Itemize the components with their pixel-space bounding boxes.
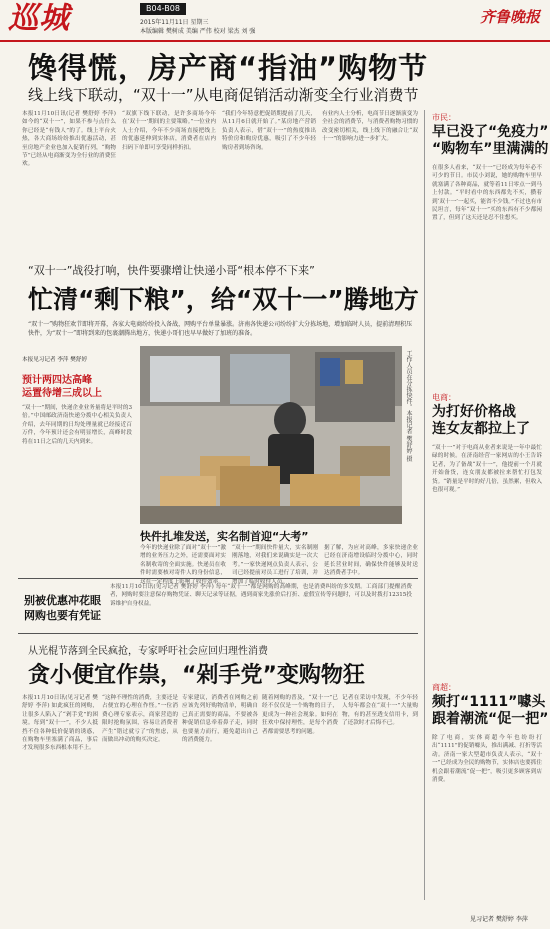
sidebar-divider bbox=[424, 110, 425, 900]
intro-column-3: “我们今年特意把促销期提前了几天，从11月6日就开始了。”某房地产营销负责人表示，借“双十一”的热度推出特价房和购房优惠，吸引了不少年轻购房者到场咨询。 bbox=[222, 111, 316, 151]
photo-vertical-caption: 工作人员在分拣快件。本报记者 樊舒婷 摄 bbox=[405, 350, 412, 462]
top-rule bbox=[0, 40, 550, 42]
warehouse-photo bbox=[140, 346, 402, 524]
sidebar-title-citizens: 早已没了“免疫力” “购物车”里满满的 bbox=[432, 124, 549, 157]
sidebar-label-citizens: 市民： bbox=[432, 113, 456, 122]
photo-caption: 快件扎堆发送，实名制首迎“大考” bbox=[140, 530, 309, 543]
issue-date: 2015年11月11日 星期三 bbox=[140, 19, 209, 26]
warehouse-photo-illustration bbox=[140, 346, 402, 524]
intro-column-1: 本报11月10日讯(记者 樊舒婷 李萍) 如今的“双十一”，如果不参与点什么你已经是“有钱人”的了。线上平台火热，各大商场纷纷推出优惠活动，甚至房地产企业也加入促销行列，“购物节”已经从电商渐变为全行业的消费狂欢。 bbox=[22, 111, 116, 168]
sidebar-title-ecommerce: 为打好价格战 连女友都拉上了 bbox=[432, 404, 530, 437]
consumer-tip-box bbox=[18, 578, 418, 634]
issue-editors: 本版编辑 樊树成 美编 严伟 校对 梁杰 刘 强 bbox=[140, 28, 256, 35]
sidebar-label-supermarkets: 商超： bbox=[432, 683, 456, 692]
main-headline: 馋得慌，房产商“指油”购物节 bbox=[28, 51, 429, 85]
column-b: 今年的快递业除了面对“双十一”激增的业务压力之外，还需要面对实名制收寄的全面实施。快递员在收件时需要核对寄件人的身份信息，这在一定程度上影响了收件效率。 bbox=[140, 545, 226, 585]
sidebar-text-citizens: 在很多人看来，“双十一”已经成为每年必不可少的节日。市民小刘说，她的购物车里早就塞满了各种商品，就等着11日零点一到马上付款。“平时看中的东西都先不买，攒着到‘双十一’一起买，能省不少钱。”不过也有市民坦言，每年“双十一”买的东西有不少都闲置了，但到了这天还是忍不住想买。 bbox=[432, 165, 542, 222]
intro-column-2: “双旗下线下联动，是许多商场今年在‘双十一’期间的主要策略。”一位业内人士介绍，今年不少商场直接把线上的优惠延伸到实体店，消费者在店内扫码下单即可享受同样折扣。 bbox=[122, 111, 216, 151]
lower-column-4: 随着网购的普及，“双十一”已经不仅仅是一个购物的日子，更成为一种社会现象。如何在狂欢中保持理性，是每个消费者都需要思考的问题。 bbox=[262, 695, 338, 735]
sidebar-title-supermarkets: 频打“1111”噱头 跟着潮流“促一把” bbox=[432, 694, 549, 727]
main-subhead: 线上线下联动，“双十一”从电商促销活动渐变全行业消费节 bbox=[28, 86, 419, 104]
red-subtitle: 预计两四达高峰 运置待增三成以上 bbox=[22, 375, 102, 399]
sidebar-text-ecommerce: “双十一”对于电商从业者来说是一年中最忙碌的时候。在济南经营一家网店的小王告诉记者，为了备战“双十一”，他提前一个月就开始备货，连女朋友都被拉来帮忙打包发货。“销量是平时的好几倍，虽然累，但收入也很可观。” bbox=[432, 445, 542, 494]
consumer-tip-title: 别被优惠冲花眼 网购也要有凭证 bbox=[24, 594, 101, 622]
lower-column-5: 记者在采访中发现，不少年轻人每年都会在“双十一”大量购物，有的甚至透支信用卡，到了还款时才后悔不已。 bbox=[342, 695, 418, 727]
lower-column-3: 专家建议，消费者在网购之前应该先列好购物清单，明确自己真正需要的商品，不要被各种促销信息牵着鼻子走，同时也要量力而行，避免超出自己的消费能力。 bbox=[182, 695, 258, 744]
paper-logo: 齐鲁晚报 bbox=[479, 8, 540, 26]
lower-column-1: 本报11月10日讯(见习记者 樊舒婷 李萍) 如此疯狂的网购，让很多人陷入了“剁手党”的困境。每到“双十一”，不少人抵挡不住各种低价促销的诱惑，在购物车里塞满了商品，事后才发现很多东西根本用不上。 bbox=[22, 695, 98, 752]
section-headline: 忙清“剩下粮”，给“双十一”腾地方 bbox=[28, 285, 419, 314]
section-logo: 巡城 bbox=[8, 1, 70, 36]
reporter-line: 本报见习记者 李萍 樊舒婷 bbox=[22, 357, 88, 363]
consumer-tip-text: 本报11月10日讯(见习记者 樊舒婷 李萍) 每年“双十一”都是网购的高峰期，也是消费纠纷的多发期。工商部门提醒消费者，网购时要注意保存购物凭证、聊天记录等证据，遇到商家先涨价后打折、虚假宣传等问题时，可以及时拨打12315投诉维护自身权益。 bbox=[110, 584, 412, 607]
lower-column-2: “这种不理性的消费，主要还是占便宜的心理在作怪。”一位消费心理专家表示，商家营造的限时抢购氛围，容易让消费者产生“错过就亏了”的焦虑，从而做出冲动的购买决定。 bbox=[102, 695, 178, 744]
lower-headline: 贪小便宜作祟，“剁手党”变购物狂 bbox=[28, 663, 365, 688]
column-c: “双十一”期间快件量大，实名制刚刚落地，对我们来说确实是一次大考。”一家快递网点负责人表示，公司已经提前对员工进行了培训，并增加了临时收件人员。 bbox=[232, 545, 318, 585]
sidebar-text-supermarkets: 除了电商，实体商超今年也纷纷打出“1111”的促销噱头，推出满减、打折等活动。济南一家大型超市负责人表示，“双十一”已经成为全民的购物节，实体店也要抓住机会跟着潮流“促一把”，吸引更多顾客到店消费。 bbox=[432, 735, 542, 784]
masthead bbox=[0, 0, 550, 40]
issue-number: B04-B08 bbox=[140, 3, 186, 15]
sidebar-label-ecommerce: 电商： bbox=[432, 393, 456, 402]
section-lead: “双十一”购物狂欢节即将开幕，各家大电商纷纷投入备战，网购平台单量暴涨。济南各快递公司纷纷扩大分拣场地，增加临时人员，提前清理积压快件，为“双十一”即将到来的包裹潮腾出地方，快递小哥们也早早做好了加班的准备。 bbox=[28, 321, 413, 337]
column-a: “双十一”期间，快递企业业务量将是平时的3倍。”中国邮政济南快递分拨中心相关负责人介绍，去年同期的日均处理量就已经接近百万件，今年预计还会有明显增长，高峰时段将在11日之后的几天内到来。 bbox=[22, 405, 132, 445]
section-kicker: “双十一”战役打响，快件要骤增让快递小哥“根本停不下来” bbox=[28, 264, 315, 277]
sidebar-credit: 见习记者 樊舒婷 李萍 bbox=[470, 916, 528, 923]
lower-kicker: 从光棍节落到全民疯抢，专家呼吁社会应回归理性消费 bbox=[28, 646, 268, 657]
intro-column-4: 有业内人士分析，电商节日逐渐演变为全社会的消费节，与消费者购物习惯的改变密切相关，线上线下的融合让“双十一”的影响力进一步扩大。 bbox=[322, 111, 418, 143]
column-d: 据了解，为应对高峰，多家快递企业已经在济南增设临时分拨中心，同时延长营业时间，确保快件能够及时送达消费者手中。 bbox=[324, 545, 418, 577]
